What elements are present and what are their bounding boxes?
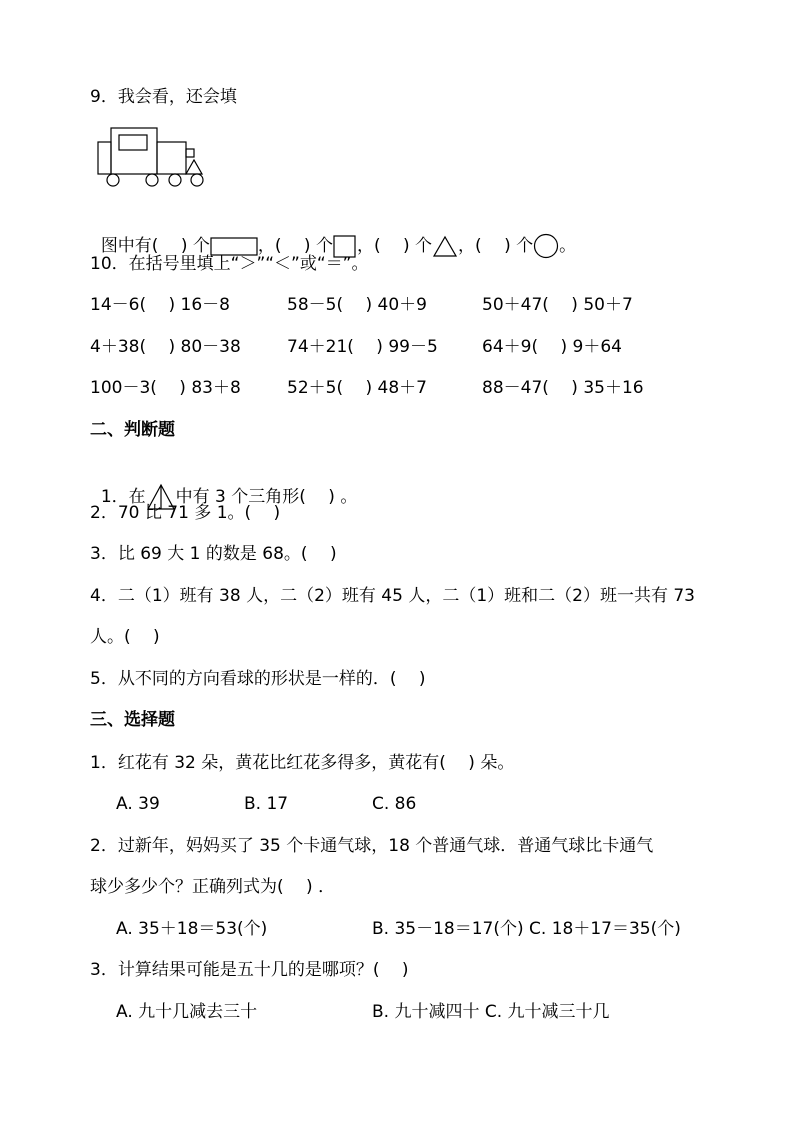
q10-item: 4＋38( ) 80－38 [90, 337, 241, 357]
judge-heading: 二、判断题 [90, 420, 175, 440]
choice-q1-option-b: B. 17 [244, 794, 289, 814]
choice-q1-option-c: C. 86 [372, 794, 417, 814]
triangle-shape-icon [432, 234, 458, 258]
q10-item: 88－47( ) 35＋16 [482, 378, 644, 398]
q9-fill-sep1: ，( ) 个 [257, 236, 333, 256]
judge-q5: 5．从不同的方向看球的形状是一样的．( ) [90, 669, 426, 689]
circle-shape-icon [533, 233, 559, 259]
choice-q3-option-a: A. 九十几减去三十 [116, 1002, 258, 1022]
choice-q2-options-bc: B. 35－18＝17(个) C. 18＋17＝35(个) [372, 919, 681, 939]
judge-q1-pre: 1．在 [100, 487, 146, 507]
choice-q1-option-a: A. 39 [116, 794, 160, 814]
train-front-body [157, 142, 186, 174]
q9-fill-sep2: ，( ) 个 [356, 236, 433, 256]
train-wheel [107, 174, 119, 186]
q9-fill-line [90, 211, 576, 259]
q10-item: 52＋5( ) 48＋7 [287, 378, 427, 398]
train-wheel [191, 174, 203, 186]
train-wheel [146, 174, 158, 186]
train-figure [97, 126, 209, 188]
choice-q2-line2: 球少多少个？正确列式为( ) ． [90, 877, 336, 897]
choice-heading: 三、选择题 [90, 710, 175, 730]
q9-title: 9．我会看，还会填 [90, 87, 237, 107]
q10-item: 58－5( ) 40＋9 [287, 295, 427, 315]
q10-title: 10．在括号里填上“＞”“＜”或“＝”。 [90, 254, 369, 274]
q9-fill-end: 。 [559, 236, 577, 256]
judge-q4-line2: 人。( ) [90, 627, 160, 647]
choice-q1: 1．红花有 32 朵，黄花比红花多得多，黄花有( ) 朵。 [90, 753, 515, 773]
q9-fill-prefix: 图中有( ) 个 [100, 236, 210, 256]
q10-item: 50＋47( ) 50＋7 [482, 295, 633, 315]
q9-fill-sep3: ，( ) 个 [458, 236, 534, 256]
judge-q4-line1: 4．二（1）班有 38 人，二（2）班有 45 人，二（1）班和二（2）班一共有 73 [90, 586, 695, 606]
choice-q3-options-bc: B. 九十减四十 C. 九十减三十几 [372, 1002, 610, 1022]
judge-q1-post: 中有 3 个三角形( ) 。 [175, 487, 358, 507]
train-wheel [169, 174, 181, 186]
q10-item: 64＋9( ) 9＋64 [482, 337, 622, 357]
train-front-small-square [186, 149, 194, 157]
train-front-triangle [186, 160, 202, 174]
judge-q2: 2．70 比 71 多 1。( ) [90, 503, 281, 523]
choice-q3: 3．计算结果可能是五十几的是哪项？( ) [90, 960, 409, 980]
train-rear-box [98, 142, 111, 174]
judge-q3: 3．比 69 大 1 的数是 68。( ) [90, 544, 337, 564]
q10-item: 100－3( ) 83＋8 [90, 378, 241, 398]
train-cab-window [119, 135, 147, 150]
q10-item: 74＋21( ) 99－5 [287, 337, 438, 357]
choice-q2-line1: 2．过新年，妈妈买了 35 个卡通气球，18 个普通气球．普通气球比卡通气 [90, 836, 654, 856]
q10-item: 14－6( ) 16－8 [90, 295, 230, 315]
choice-q2-option-a: A. 35＋18＝53(个) [116, 919, 268, 939]
